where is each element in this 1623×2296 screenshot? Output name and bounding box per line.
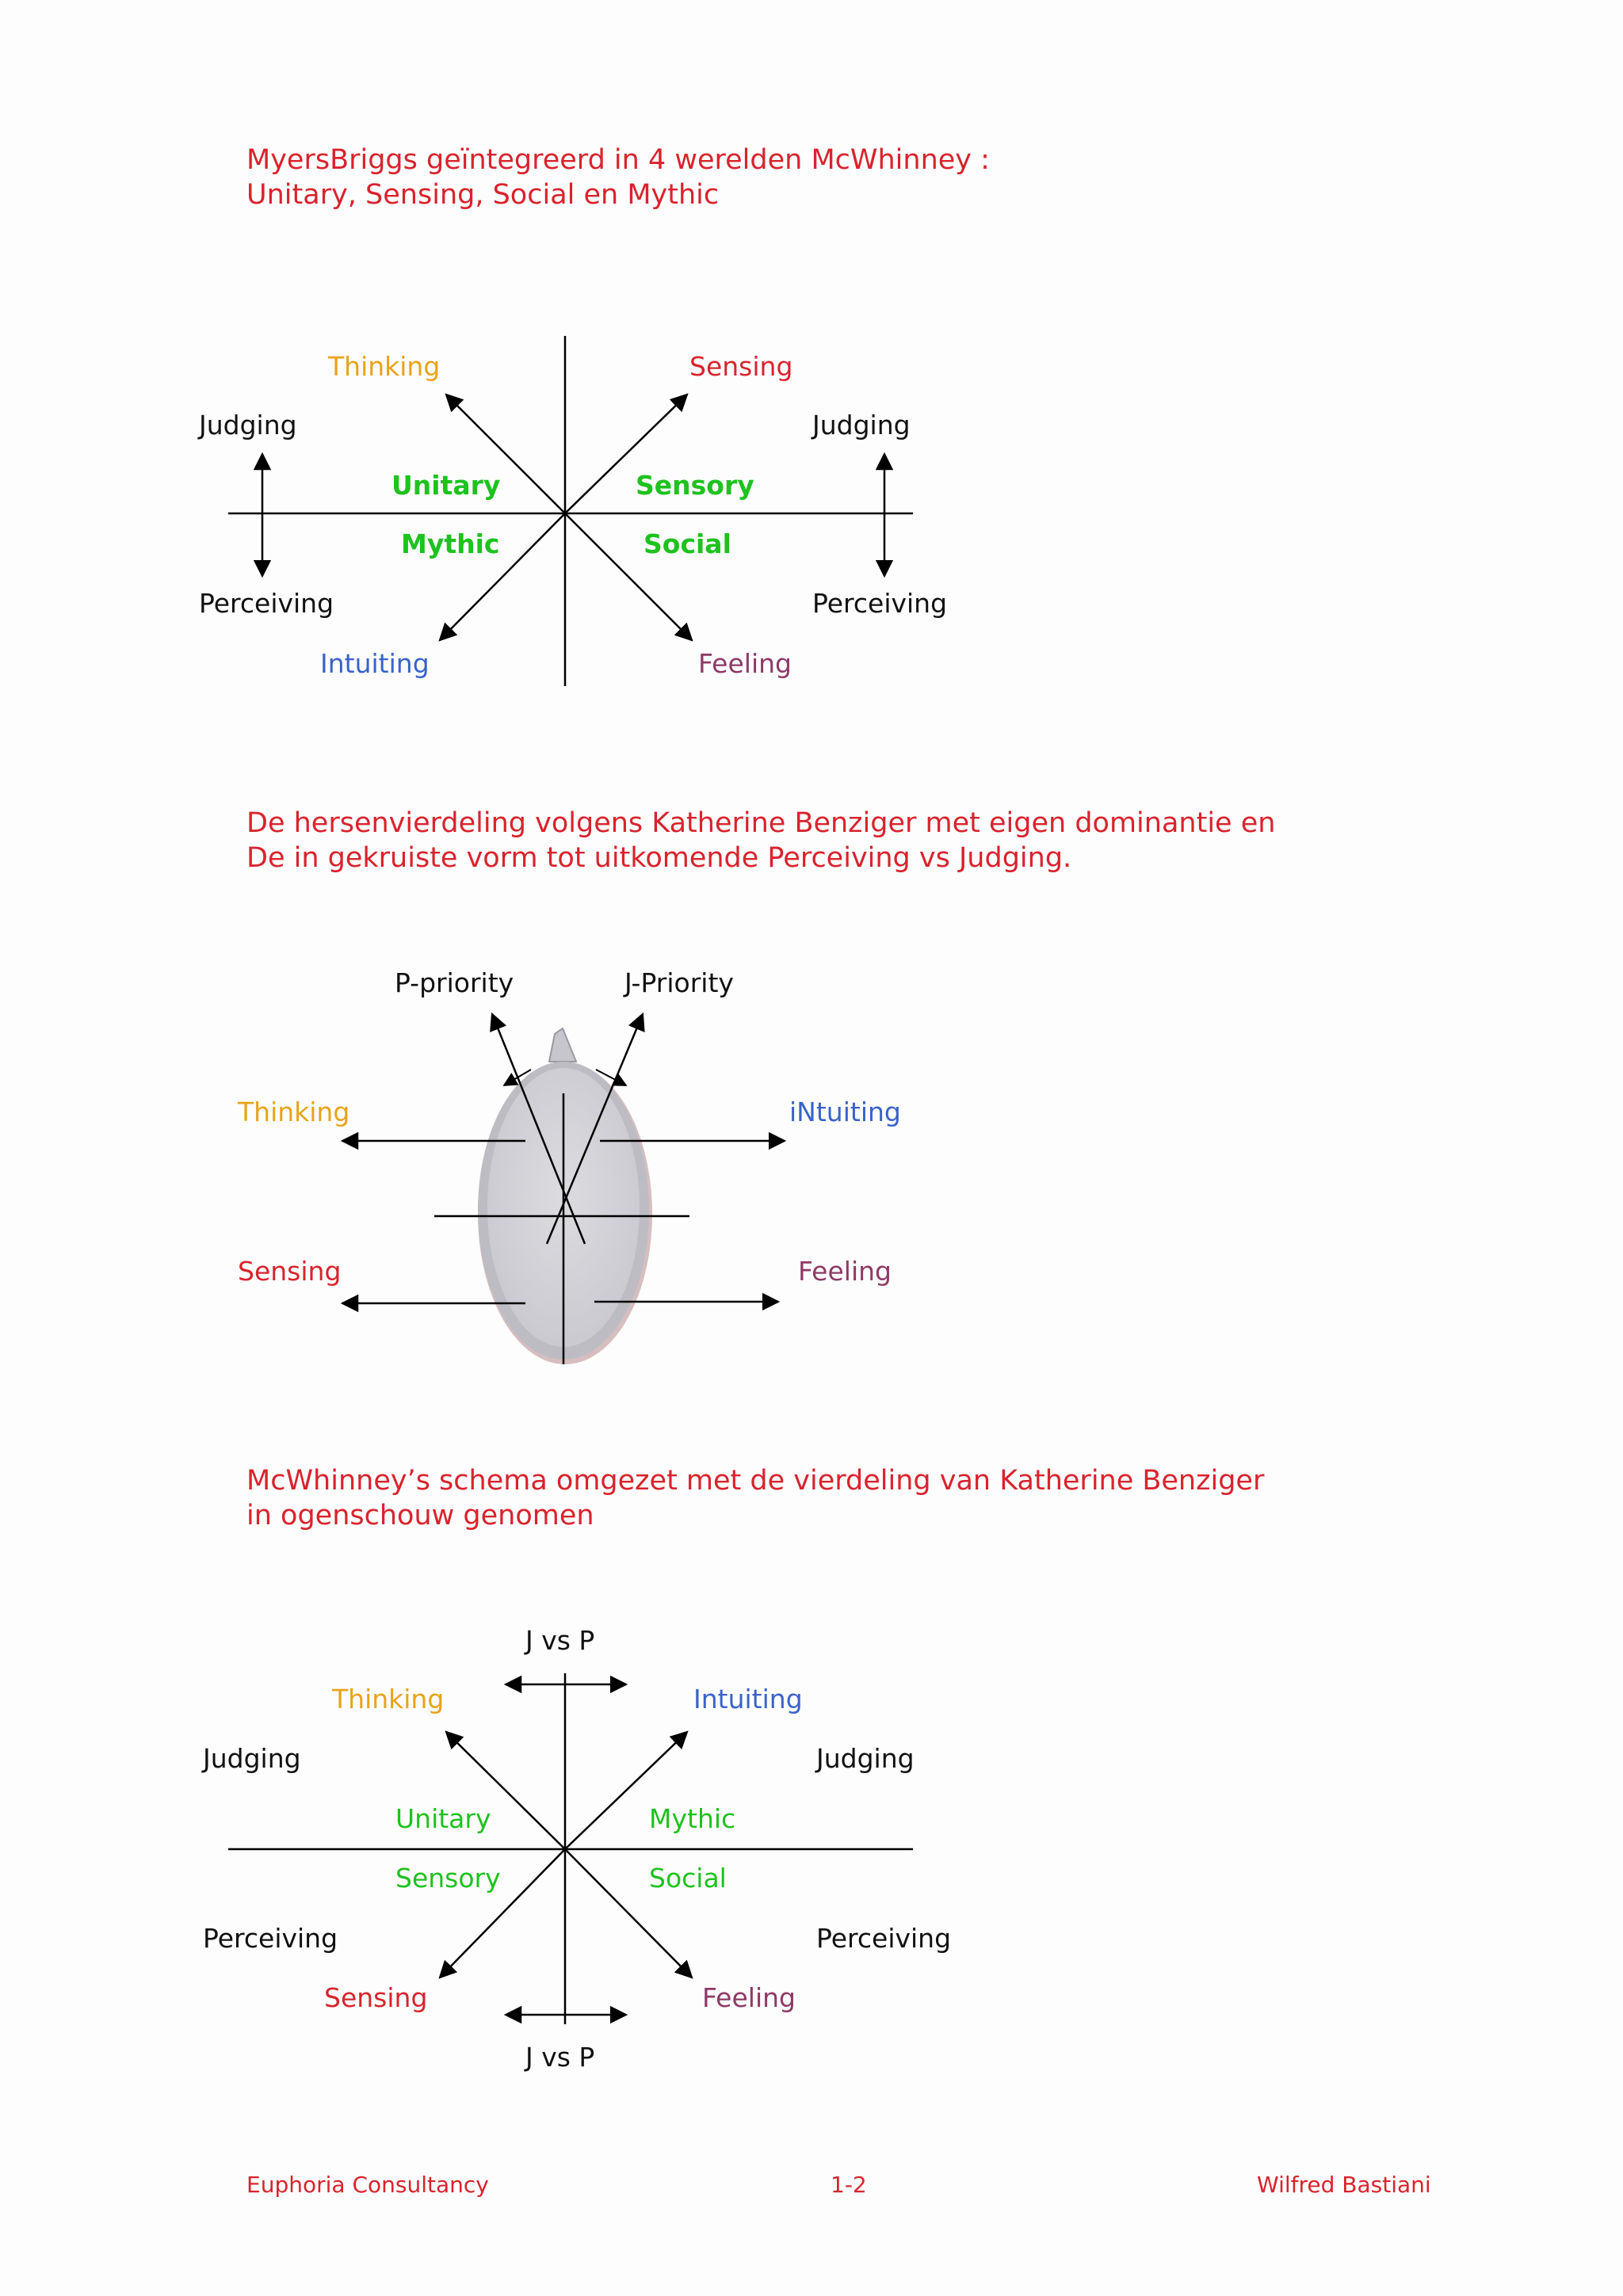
label-thinking: Thinking <box>238 1097 350 1127</box>
label-sensory: Sensory <box>636 470 754 501</box>
label-unitary: Unitary <box>395 1803 491 1834</box>
section2-heading-line1: De hersenvierdeling volgens Katherine Benziger met eigen dominantie en <box>246 807 1276 839</box>
label-feeling: Feeling <box>698 648 792 679</box>
section3-heading-line1: McWhinney’s schema omgezet met de vierdeling van Katherine Benziger <box>246 1465 1265 1497</box>
label-judging-right: Judging <box>816 1743 915 1774</box>
footer-author: Wilfred Bastiani <box>1257 2172 1431 2198</box>
label-feeling: Feeling <box>798 1256 892 1287</box>
label-mythic: Mythic <box>401 528 500 559</box>
label-j-priority: J-Priority <box>624 967 734 998</box>
section3-heading-line2: in ogenschouw genomen <box>246 1500 594 1531</box>
label-mythic: Mythic <box>649 1803 736 1834</box>
label-perceiving-right: Perceiving <box>816 1923 952 1954</box>
label-thinking: Thinking <box>332 1684 445 1714</box>
label-jvsp-bottom: J vs P <box>525 2042 595 2073</box>
label-perceiving-left: Perceiving <box>203 1923 338 1954</box>
label-judging-left: Judging <box>199 410 297 441</box>
section1-heading-line1: MyersBriggs geïntegreerd in 4 werelden McWhinney : <box>246 144 990 176</box>
label-intuiting: Intuiting <box>320 648 430 679</box>
label-thinking: Thinking <box>328 351 441 382</box>
benziger-brain-diagram <box>0 943 1623 1386</box>
section2-heading-line2: De in gekruiste vorm tot uitkomende Perceiving vs Judging. <box>246 842 1072 874</box>
label-sensing: Sensing <box>324 1982 428 2013</box>
footer-page-number: 1-2 <box>831 2172 867 2198</box>
section1-heading <box>246 143 1435 212</box>
section2-heading <box>246 806 1435 875</box>
label-sensing: Sensing <box>689 351 793 382</box>
section3-heading <box>246 1463 1435 1533</box>
label-perceiving-right: Perceiving <box>812 588 948 619</box>
label-unitary: Unitary <box>391 470 501 501</box>
label-feeling: Feeling <box>702 1982 796 2013</box>
label-judging-left: Judging <box>203 1743 301 1774</box>
label-jvsp-top: J vs P <box>525 1625 595 1656</box>
label-social: Social <box>643 528 731 559</box>
label-perceiving-left: Perceiving <box>199 588 334 619</box>
label-intuiting: iNtuiting <box>789 1097 901 1127</box>
label-sensing: Sensing <box>238 1256 342 1287</box>
label-social: Social <box>649 1863 727 1894</box>
section1-heading-line2: Unitary, Sensing, Social en Mythic <box>246 179 720 211</box>
label-intuiting: Intuiting <box>693 1684 803 1714</box>
label-p-priority: P-priority <box>395 967 514 998</box>
label-judging-right: Judging <box>812 410 911 441</box>
footer-company: Euphoria Consultancy <box>246 2172 489 2198</box>
mcwhinney-myersbriggs-diagram <box>0 317 1623 713</box>
mcwhinney-benziger-diagram <box>0 1616 1623 2084</box>
label-sensory: Sensory <box>395 1863 501 1894</box>
